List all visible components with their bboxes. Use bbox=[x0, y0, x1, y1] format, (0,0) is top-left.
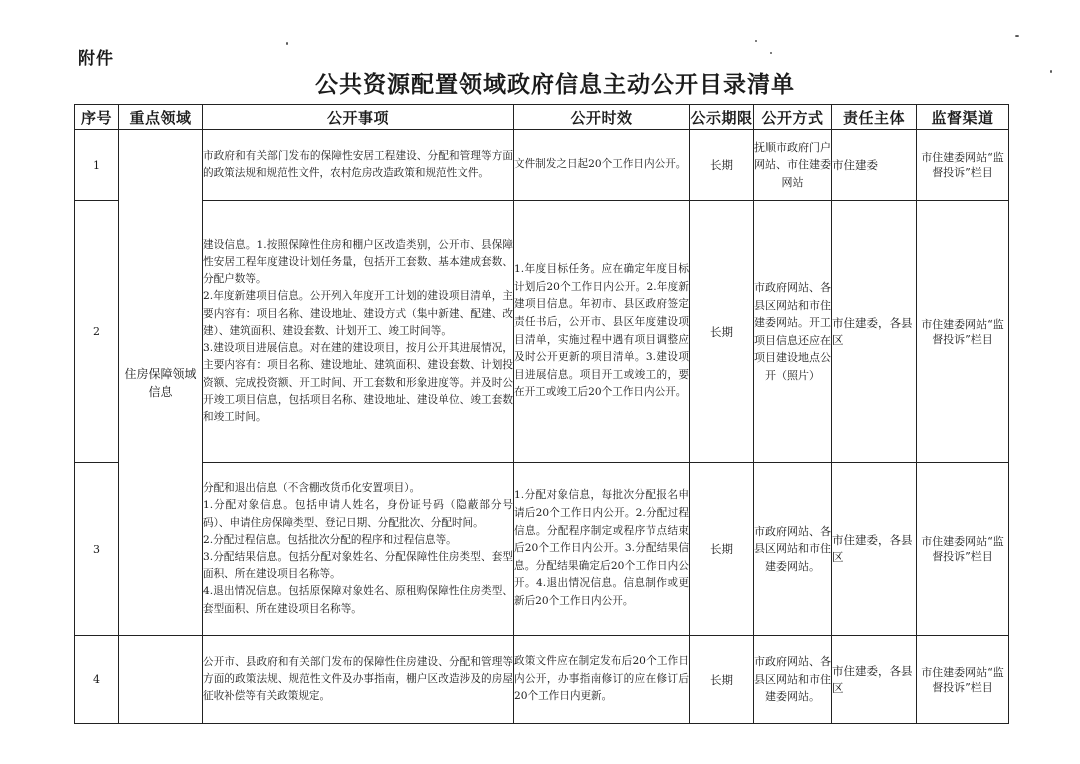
time-cell: 1.年度目标任务。应在确定年度目标计划后20个工作日内公开。2.年度新建项目信息。年初市、县区政府签定责任书后，公开市、县区年度建设项目清单，实施过程中遇有项目调整应及时公开更新的项目清单。3.建设项目进展信息。项目开工或竣工的，要在开工或竣工后20个工作日内公开。 bbox=[514, 201, 690, 463]
period-cell: 长期 bbox=[690, 201, 754, 463]
method-cell: 市政府网站、各县区网站和市住建委网站。 bbox=[754, 463, 832, 636]
channel-cell: 市住建委网站“监督投诉”栏目 bbox=[917, 201, 1009, 463]
disclosure-catalog-table bbox=[74, 104, 1009, 724]
column-header-domain: 重点领域 bbox=[119, 105, 203, 130]
method-cell: 市政府网站、各县区网站和市住建委网站。开工项目信息还应在项目建设地点公开（照片） bbox=[754, 201, 832, 463]
scan-speck bbox=[755, 40, 757, 42]
method-cell: 抚顺市政府门户网站、市住建委网站 bbox=[754, 130, 832, 201]
row-number: 4 bbox=[75, 636, 119, 724]
column-header-time: 公开时效 bbox=[514, 105, 690, 130]
column-header-method: 公开方式 bbox=[754, 105, 832, 130]
table-header-row bbox=[75, 105, 1009, 130]
column-header-channel: 监督渠道 bbox=[917, 105, 1009, 130]
item-cell: 分配和退出信息（不含棚改货币化安置项目）。 1.分配对象信息。包括申请人姓名，身份证号码（隐蔽部分号码）、申请住房保障类型、登记日期、分配批次、分配时间。 2.分配过程信息。包括批次分配的程序和过程信息等。 3.分配结果信息。包括分配对象姓名、分配保障性住房类型、套型面积、所在建设项目名称等。 4.退出情况信息。包括原保障对象姓名、原租购保障性住房类型、套型面积、所在建设项目名称等。 bbox=[203, 463, 514, 636]
column-header-subject: 责任主体 bbox=[832, 105, 917, 130]
method-cell: 市政府网站、各县区网站和市住建委网站。 bbox=[754, 636, 832, 724]
scan-speck bbox=[1015, 35, 1019, 37]
subject-cell: 市住建委，各县区 bbox=[832, 463, 917, 636]
scan-speck bbox=[770, 52, 772, 54]
subject-cell: 市住建委，各县区 bbox=[832, 636, 917, 724]
time-cell: 1.分配对象信息，每批次分配报名申请后20个工作日内公开。2.分配过程信息。分配程序制定或程序节点结束后20个工作日内公开。3.分配结果信息。分配结果确定后20个工作日内公开。4.退出情况信息。信息制作或更新后20个工作日内公开。 bbox=[514, 463, 690, 636]
channel-cell: 市住建委网站“监督投诉”栏目 bbox=[917, 636, 1009, 724]
item-cell: 公开市、县政府和有关部门发布的保障性住房建设、分配和管理等方面的政策法规、规范性文件及办事指南，棚户区改造涉及的房屋征收补偿等有关政策规定。 bbox=[203, 636, 514, 724]
column-header-period: 公示期限 bbox=[690, 105, 754, 130]
column-header-item: 公开事项 bbox=[203, 105, 514, 130]
period-cell: 长期 bbox=[690, 463, 754, 636]
domain-cell: 住房保障领域 信息 bbox=[119, 130, 203, 636]
column-header-no: 序号 bbox=[75, 105, 119, 130]
domain-cell-empty bbox=[119, 636, 203, 724]
time-cell: 文件制发之日起20个工作日内公开。 bbox=[514, 130, 690, 201]
subject-cell: 市住建委，各县区 bbox=[832, 201, 917, 463]
row-number: 2 bbox=[75, 201, 119, 463]
channel-cell: 市住建委网站“监督投诉”栏目 bbox=[917, 130, 1009, 201]
subject-cell: 市住建委 bbox=[832, 130, 917, 201]
table-row bbox=[75, 463, 1009, 636]
document-title: 公共资源配置领域政府信息主动公开目录清单 bbox=[315, 71, 795, 98]
time-cell: 政策文件应在制定发布后20个工作日内公开，办事指南修订的应在修订后20个工作日内更新。 bbox=[514, 636, 690, 724]
item-cell: 市政府和有关部门发布的保障性安居工程建设、分配和管理等方面的政策法规和规范性文件，农村危房改造政策和规范性文件。 bbox=[203, 130, 514, 201]
table-row bbox=[75, 130, 1009, 201]
table-row bbox=[75, 636, 1009, 724]
period-cell: 长期 bbox=[690, 636, 754, 724]
item-cell: 建设信息。1.按照保障性住房和棚户区改造类别，公开市、县保障性安居工程年度建设计划任务量，包括开工套数、基本建成套数、分配户数等。 2.年度新建项目信息。公开列入年度开工计划的建设项目清单，主要内容有：项目名称、建设地址、建设方式（集中新建、配建、改建）、建筑面积、建设套数、计划开工、竣工时间等。 3.建设项目进展信息。对在建的建设项目，按月公开其进展情况，主要内容有：项目名称、建设地址、建筑面积、建设套数、计划投资额、完成投资额、开工时间、开工套数和形象进度等。并及时公开竣工项目信息，包括项目名称、建设地址、建设单位、竣工套数和竣工时间。 bbox=[203, 201, 514, 463]
scan-speck bbox=[286, 42, 288, 45]
attachment-label: 附件 bbox=[78, 49, 114, 69]
period-cell: 长期 bbox=[690, 130, 754, 201]
table-row bbox=[75, 201, 1009, 463]
scan-speck bbox=[1050, 70, 1052, 73]
row-number: 3 bbox=[75, 463, 119, 636]
channel-cell: 市住建委网站“监督投诉”栏目 bbox=[917, 463, 1009, 636]
row-number: 1 bbox=[75, 130, 119, 201]
